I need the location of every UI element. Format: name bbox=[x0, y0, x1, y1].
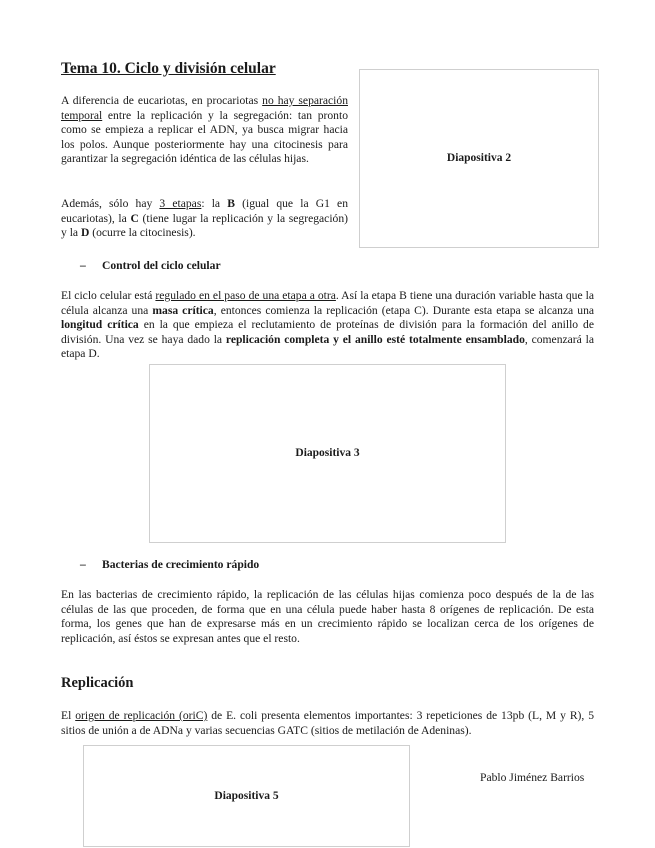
stages-text-5: (ocurre la citocinesis). bbox=[89, 226, 196, 240]
control-bold-2: longitud crítica bbox=[61, 318, 139, 332]
replicacion-text-2: de E. coli presenta elementos importantes: 3 repeticiones de 13pb (L, M y R), 5 sitios de unión a de ADNa y varias secuencias GATC (sitios de metilación de Adeninas). bbox=[61, 709, 595, 737]
stages-text-3: (igual que la G1 en eucariotas), la bbox=[61, 197, 349, 225]
author-name: Pablo Jiménez Barrios bbox=[480, 771, 585, 784]
intro-text: A diferencia de eucariotas, en procariotas bbox=[61, 94, 263, 107]
section-fast-label: Bacterias de crecimiento rápido bbox=[102, 558, 260, 571]
slide-2-label: Diapositiva 2 bbox=[446, 152, 512, 165]
control-text-5: , comenzará la etapa D. bbox=[61, 332, 594, 361]
section-control-heading bbox=[80, 259, 221, 274]
control-bold-3: replicación completa y el anillo esté totalmente ensamblado bbox=[225, 332, 525, 346]
control-text-4: en la que empieza el reclutamiento de proteínas de división para la formación del anillo de división. Una vez se haya dado la bbox=[61, 318, 594, 346]
section-control-label: Control del ciclo celular bbox=[102, 259, 221, 272]
control-text: El ciclo celular está bbox=[61, 289, 156, 302]
replicacion-paragraph bbox=[61, 709, 594, 738]
control-text-2: . Así la etapa B tiene una duración variable hasta que la célula alcanza una bbox=[61, 289, 594, 317]
intro-text-2: entre la replicación y la segregación: tan pronto como se empieza a replicar el ADN, ya busca migrar hacia los polos. Aunque posteriormente hay una citocinesis para garantizar la segregación idéntica de las células hijas. bbox=[61, 108, 348, 166]
control-text-3: , entonces comienza la replicación (etapa C). Durante esta etapa se alcanza una bbox=[213, 303, 595, 317]
stage-c: C bbox=[130, 211, 139, 225]
replicacion-underline: origen de replicación (oriC) bbox=[75, 709, 208, 722]
page-title: Tema 10. Ciclo y división celular bbox=[61, 60, 276, 77]
bullet-dash: – bbox=[80, 558, 86, 571]
slide-3-placeholder bbox=[149, 364, 506, 543]
stages-text-2: : la bbox=[201, 197, 228, 210]
control-bold-1: masa crítica bbox=[152, 303, 214, 317]
stages-text-4: (tiene lugar la replicación y la segregación) y la bbox=[61, 211, 348, 240]
fast-paragraph bbox=[61, 588, 594, 646]
slide-5-label: Diapositiva 5 bbox=[214, 789, 279, 802]
stage-d: D bbox=[80, 226, 90, 240]
control-paragraph bbox=[61, 289, 594, 362]
stage-b: B bbox=[227, 197, 235, 210]
slide-2-placeholder bbox=[359, 69, 599, 248]
replicacion-text: El bbox=[61, 709, 76, 722]
bullet-dash: – bbox=[80, 259, 86, 272]
section-fast-heading bbox=[80, 558, 259, 573]
stages-underline: 3 etapas bbox=[159, 197, 202, 210]
intro-underline: no hay separación temporal bbox=[61, 94, 348, 122]
heading-replicacion: Replicación bbox=[61, 675, 134, 691]
stages-paragraph bbox=[61, 197, 348, 241]
control-underline: regulado en el paso de una etapa a otra bbox=[155, 289, 336, 302]
slide-3-label: Diapositiva 3 bbox=[295, 447, 360, 460]
slide-5-placeholder bbox=[83, 745, 410, 847]
stages-text: Además, sólo hay bbox=[61, 197, 160, 210]
fast-text: En las bacterias de crecimiento rápido, la replicación de las células hijas comienza poco después de la de las células de las que proceden, de forma que en una célula puede haber hasta 8 orígenes de replicación. De esta forma, los genes que han de expresarse más en un crecimiento rápido se localizan cerca de los orígenes de replicación, así éstos se expresan antes que el resto. bbox=[61, 588, 594, 645]
intro-paragraph bbox=[61, 94, 348, 167]
